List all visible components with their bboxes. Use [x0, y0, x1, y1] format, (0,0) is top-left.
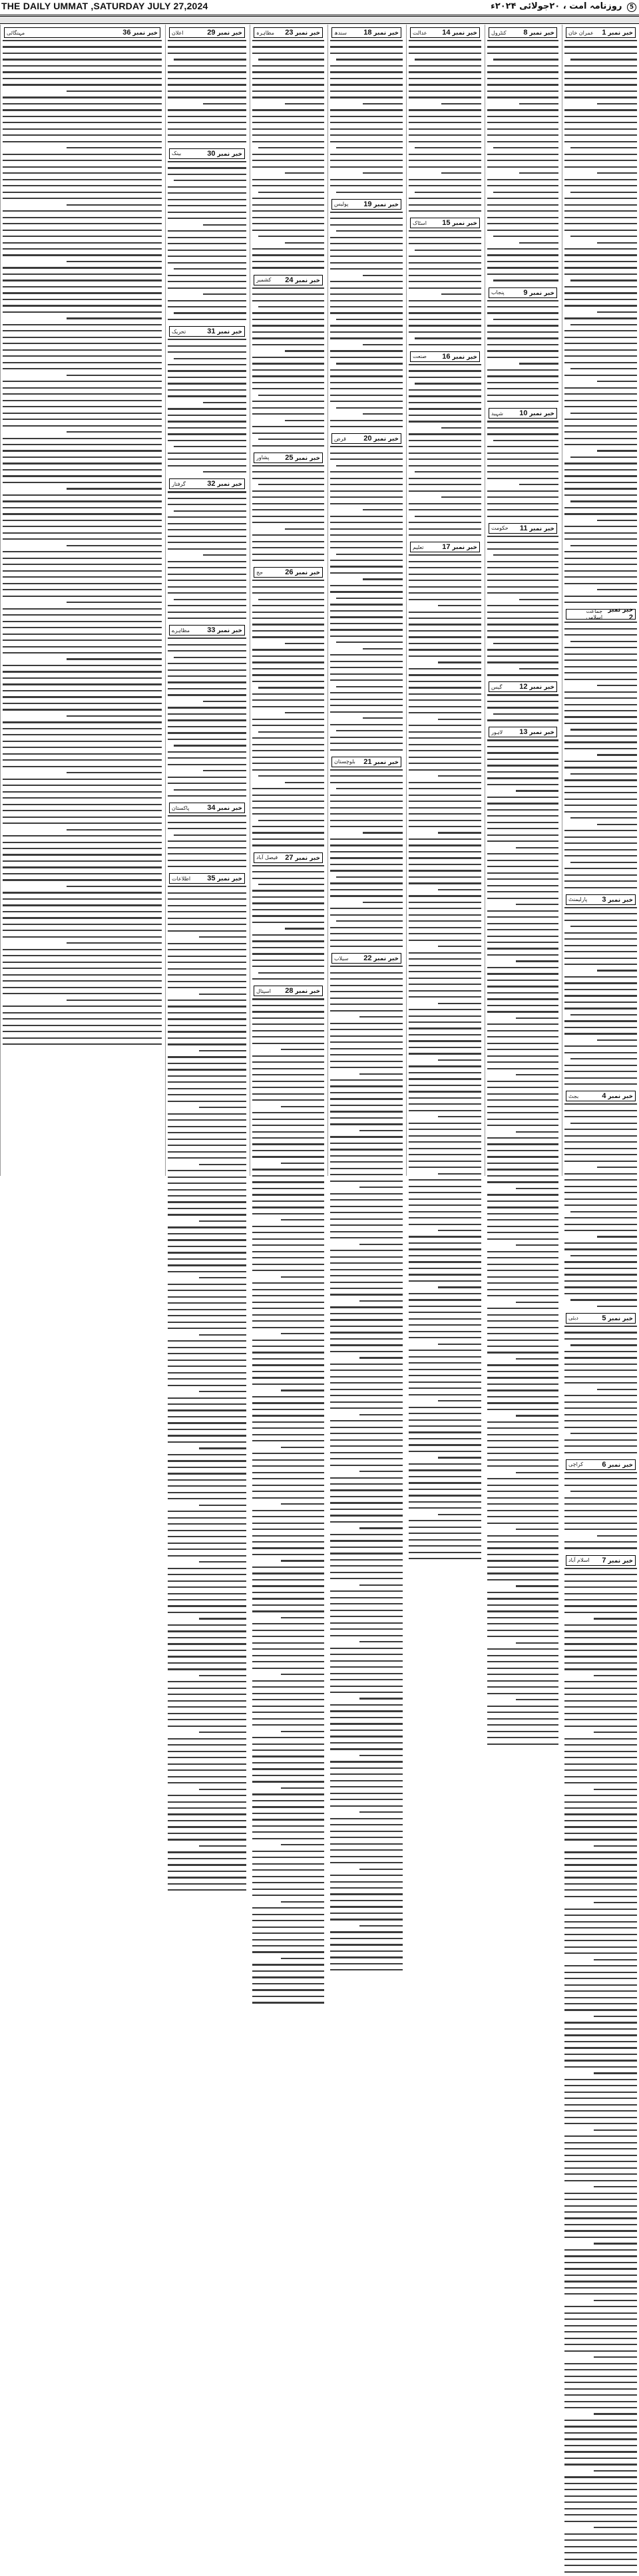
news-item-topic: حج: [256, 569, 264, 576]
news-item-number: 16: [442, 352, 451, 361]
news-item-header: [489, 727, 557, 737]
news-item-topic: مہنگائی: [7, 29, 25, 36]
news-item-number: 36: [122, 29, 131, 37]
news-item-topic: پارلیمنٹ: [568, 896, 588, 903]
news-item-topic: عمران خان: [568, 29, 594, 36]
news-item-topic: پولیس: [334, 201, 349, 208]
news-item-topic: گیس: [491, 683, 503, 690]
news-item-label: خبر نمبر: [452, 544, 477, 552]
article-text-block: [330, 40, 403, 196]
article-text-block: [252, 40, 324, 272]
news-item-label: خبر نمبر: [452, 353, 477, 361]
news-item-label: خبر نمبر: [373, 30, 399, 37]
news-item-header: [254, 453, 323, 463]
news-column: [165, 25, 248, 1176]
news-item-number: 30: [207, 149, 216, 158]
news-item-number: 31: [207, 327, 216, 336]
news-item-header: [331, 433, 401, 444]
news-item-header: [254, 275, 323, 285]
news-item-topic: سندھ: [334, 29, 347, 36]
news-item-number: 35: [207, 874, 216, 883]
news-item-number: 24: [285, 276, 294, 284]
news-item-label: خبر نمبر: [217, 30, 242, 37]
article-text-block: [168, 815, 246, 870]
news-item-header: [566, 1091, 636, 1101]
news-columns: [0, 25, 639, 1564]
news-item-label: خبر نمبر: [529, 289, 554, 297]
news-item-number: 29: [207, 29, 216, 37]
news-item-topic: کراچی: [568, 1461, 584, 1468]
news-item-label: خبر نمبر: [217, 628, 242, 635]
article-text-block: [168, 638, 246, 800]
news-item-number: 13: [519, 728, 528, 737]
news-item-label: خبر نمبر: [608, 896, 633, 904]
news-item-topic: تعلیم: [413, 544, 424, 550]
news-item-topic: اطلاعات: [172, 875, 191, 882]
news-item-label: خبر نمبر: [217, 876, 242, 883]
news-item-topic: عدالت: [413, 29, 427, 36]
article-text-block: [330, 769, 403, 951]
article-text-block: [168, 886, 246, 1894]
news-item-topic: بینک: [172, 150, 182, 157]
news-item-header: [489, 27, 557, 38]
masthead-urdu-text: روزنامہ امت ، ۲۰جولائی ۲۰۲۴ء: [491, 1, 622, 11]
news-item-number: 32: [207, 480, 216, 488]
news-item-topic: اعلان: [172, 29, 184, 36]
article-text-block: [252, 580, 324, 849]
article-text-block: [487, 536, 558, 679]
article-text-block: [564, 1568, 637, 2576]
news-item-label: خبر نمبر: [295, 30, 320, 37]
news-item-label: خبر نمبر: [529, 525, 554, 532]
news-item-number: 9: [523, 288, 528, 297]
news-column: [250, 25, 326, 1176]
article-text-block: [3, 40, 162, 1048]
news-item-label: خبر نمبر: [608, 1461, 633, 1469]
news-column: [485, 25, 560, 1176]
news-item-topic: بلوچستان: [334, 759, 355, 765]
news-item-header: [410, 27, 480, 38]
article-text-block: [409, 364, 481, 539]
news-item-header: [566, 894, 636, 905]
article-text-block: [564, 1472, 637, 1553]
news-item-number: 25: [285, 453, 294, 462]
news-item-topic: اسپتال: [256, 988, 272, 994]
article-text-block: [564, 907, 637, 1089]
article-text-block: [409, 230, 481, 349]
article-text-block: [409, 40, 481, 215]
news-item-label: خبر نمبر: [132, 30, 158, 37]
news-item-header: [566, 609, 636, 620]
news-item-topic: دبئی: [568, 1315, 578, 1322]
news-item-label: خبر نمبر: [608, 30, 633, 37]
article-text-block: [564, 622, 637, 891]
news-item-label: خبر نمبر: [608, 607, 633, 614]
news-item-header: [254, 986, 323, 996]
news-item-topic: مظاہرے: [172, 627, 190, 634]
news-item-number: 21: [363, 757, 372, 766]
news-item-label: خبر نمبر: [373, 201, 399, 208]
news-item-label: خبر نمبر: [529, 684, 554, 691]
news-item-header: [169, 27, 245, 38]
news-item-header: [169, 625, 245, 636]
news-item-topic: لاہور: [491, 729, 503, 735]
news-item-topic: سیلاب: [334, 955, 349, 962]
news-item-header: [169, 326, 245, 337]
news-item-label: خبر نمبر: [608, 1315, 633, 1322]
news-item-topic: پشاور: [256, 455, 270, 461]
news-item-number: 15: [442, 219, 451, 228]
article-text-block: [252, 865, 324, 984]
page-number-badge: 5: [627, 3, 636, 12]
news-item-topic: پاکستان: [172, 805, 190, 811]
news-item-topic: جماعت اسلامی: [586, 608, 603, 621]
news-column: [327, 25, 405, 1176]
news-item-number: 28: [285, 987, 294, 996]
article-text-block: [564, 1326, 637, 1457]
article-text-block: [168, 339, 246, 476]
news-item-number: 3: [602, 895, 606, 904]
news-column: [562, 25, 639, 1564]
news-item-label: خبر نمبر: [295, 277, 320, 284]
news-item-topic: کنٹرول: [491, 29, 507, 36]
article-text-block: [409, 554, 481, 1563]
news-item-topic: صنعت: [413, 353, 427, 360]
news-item-label: خبر نمبر: [529, 729, 554, 737]
news-item-topic: مظاہرہ: [256, 29, 275, 36]
news-item-label: خبر نمبر: [373, 436, 399, 443]
news-item-topic: اسلام آباد: [568, 1557, 590, 1564]
article-text-block: [487, 739, 558, 1748]
article-text-block: [487, 40, 558, 285]
news-item-label: خبر نمبر: [295, 455, 320, 462]
news-item-label: خبر نمبر: [217, 805, 242, 813]
news-item-topic: بجٹ: [568, 1093, 579, 1099]
news-item-header: [169, 873, 245, 884]
news-item-topic: شہید: [491, 410, 504, 417]
article-text-block: [252, 287, 324, 450]
article-text-block: [252, 998, 324, 2006]
news-item-topic: کشمیر: [256, 277, 272, 283]
article-text-block: [330, 212, 403, 431]
news-item-header: [331, 757, 401, 767]
news-item-header: [169, 148, 245, 159]
masthead-english: THE DAILY UMMAT ,SATURDAY JULY 27,2024: [1, 1, 208, 11]
news-item-label: خبر نمبر: [452, 30, 477, 37]
news-item-header: [4, 27, 160, 38]
news-column: [0, 25, 164, 1176]
article-text-block: [564, 40, 637, 606]
news-item-header: [489, 681, 557, 692]
news-item-number: 33: [207, 626, 216, 635]
news-item-topic: قرض: [334, 435, 346, 442]
news-item-number: 34: [207, 804, 216, 813]
news-item-topic: گرفتار: [172, 480, 186, 487]
news-item-number: 2: [628, 614, 633, 622]
news-item-label: خبر نمبر: [217, 329, 242, 336]
news-column: [406, 25, 483, 1176]
news-item-number: 11: [519, 524, 528, 532]
news-item-number: 12: [519, 683, 528, 691]
news-item-number: 17: [442, 543, 451, 552]
news-item-header: [489, 287, 557, 298]
news-item-number: 6: [602, 1460, 606, 1469]
article-text-block: [168, 491, 246, 622]
article-text-block: [168, 40, 246, 146]
news-item-header: [254, 567, 323, 578]
news-item-number: 26: [285, 568, 294, 577]
news-item-label: خبر نمبر: [295, 988, 320, 996]
news-item-number: 18: [363, 29, 372, 37]
article-text-block: [330, 966, 403, 1974]
news-item-topic: حکومت: [491, 525, 509, 532]
news-item-topic: تحریک: [172, 328, 186, 335]
news-item-number: 22: [363, 954, 372, 963]
news-item-number: 8: [523, 29, 528, 37]
news-item-header: [331, 953, 401, 964]
news-item-label: خبر نمبر: [452, 220, 477, 228]
article-text-block: [168, 161, 246, 323]
news-item-label: خبر نمبر: [217, 481, 242, 488]
news-item-label: خبر نمبر: [529, 411, 554, 418]
header-divider-band: [0, 16, 639, 24]
news-item-header: [410, 542, 480, 552]
news-item-label: خبر نمبر: [295, 854, 320, 862]
news-item-header: [254, 852, 323, 863]
news-item-header: [169, 478, 245, 489]
news-item-header: [410, 218, 480, 228]
news-item-topic: اسٹاک: [413, 220, 427, 226]
news-item-header: [169, 803, 245, 813]
news-item-header: [566, 1555, 636, 1566]
masthead-urdu: [491, 1, 636, 12]
article-text-block: [487, 694, 558, 724]
news-item-header: [254, 27, 323, 38]
article-text-block: [330, 446, 403, 753]
article-text-block: [487, 300, 558, 406]
news-item-label: خبر نمبر: [608, 1557, 633, 1564]
news-item-number: 23: [285, 29, 294, 37]
news-item-header: [566, 1313, 636, 1324]
news-item-number: 1: [602, 29, 606, 37]
news-item-header: [489, 408, 557, 419]
news-item-number: 7: [602, 1556, 606, 1564]
news-item-header: [331, 199, 401, 210]
news-item-header: [566, 27, 636, 38]
news-item-label: خبر نمبر: [373, 759, 399, 766]
news-item-topic: پنجاب: [491, 289, 505, 295]
news-item-header: [489, 523, 557, 534]
news-item-header: [566, 1459, 636, 1470]
news-item-label: خبر نمبر: [295, 570, 320, 577]
news-item-number: 20: [363, 435, 372, 443]
news-item-header: [410, 351, 480, 362]
news-item-label: خبر نمبر: [373, 956, 399, 963]
masthead: [0, 0, 639, 15]
news-item-number: 19: [363, 200, 372, 208]
news-item-number: 10: [519, 409, 528, 418]
news-item-number: 4: [602, 1092, 606, 1101]
news-item-number: 14: [442, 29, 451, 37]
article-text-block: [487, 421, 558, 520]
article-text-block: [564, 1103, 637, 1310]
news-item-topic: فیصل آباد: [256, 854, 278, 861]
article-text-block: [252, 465, 324, 564]
news-item-header: [331, 27, 401, 38]
news-item-number: 5: [602, 1314, 606, 1322]
news-item-label: خبر نمبر: [608, 1093, 633, 1101]
news-item-label: خبر نمبر: [529, 30, 554, 37]
news-item-label: خبر نمبر: [217, 150, 242, 158]
news-item-number: 27: [285, 853, 294, 862]
